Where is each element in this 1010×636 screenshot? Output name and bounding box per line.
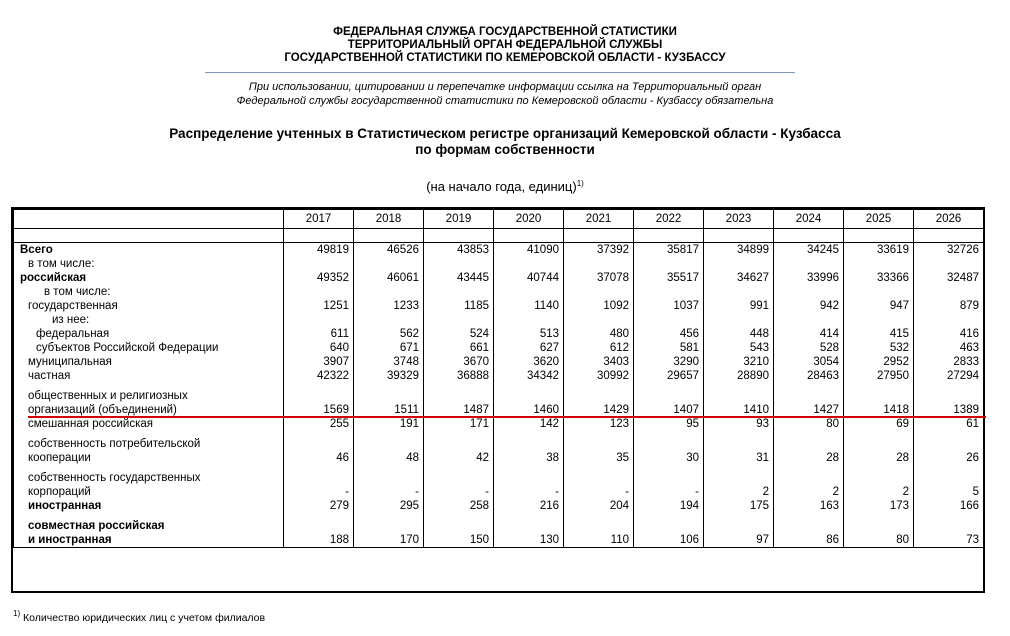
value-cell-2021: 204 (564, 499, 634, 513)
value-cell-2017 (284, 285, 354, 299)
value-cell-2022: 95 (634, 417, 704, 431)
value-cell-2026: 61 (914, 417, 984, 431)
row-label-line: общественных и религиозных (28, 390, 188, 402)
value-cell-2017: 49352 (284, 271, 354, 285)
value-cell-2018: 46061 (354, 271, 424, 285)
spacer-cell (844, 229, 914, 243)
value-cell-2022 (634, 285, 704, 299)
spacer-cell (14, 229, 284, 243)
value-cell-2019: 3670 (424, 355, 494, 369)
spacer-cell (284, 229, 354, 243)
table-row (14, 327, 984, 341)
value-cell-2021: - (564, 465, 634, 499)
table-row (14, 369, 984, 383)
value-cell-2022: 581 (634, 341, 704, 355)
value-cell-2025: 33366 (844, 271, 914, 285)
value-cell-2017: 640 (284, 341, 354, 355)
value-cell-2023: 448 (704, 327, 774, 341)
value-cell-2019 (424, 257, 494, 271)
title-line-2: по формам собственности (415, 142, 595, 157)
value-cell-2020: 627 (494, 341, 564, 355)
value-cell-2023: 34627 (704, 271, 774, 285)
row-label (14, 369, 284, 383)
value-cell-2024: 942 (774, 299, 844, 313)
value-cell-2019: 171 (424, 417, 494, 431)
year-header-2019: 2019 (424, 210, 494, 229)
value-cell-2022: 1037 (634, 299, 704, 313)
value-cell-2023: 93 (704, 417, 774, 431)
value-cell-2020 (494, 313, 564, 327)
value-cell-2022: - (634, 465, 704, 499)
value-cell-2026: 73 (914, 513, 984, 548)
value-cell-2018: 562 (354, 327, 424, 341)
year-header-2022: 2022 (634, 210, 704, 229)
value-cell-2021: 30992 (564, 369, 634, 383)
title-line-1: Распределение учтенных в Статистическом регистре организаций Кемеровской области - Кузбасса (169, 126, 841, 141)
year-header-2025: 2025 (844, 210, 914, 229)
value-cell-2025: 27950 (844, 369, 914, 383)
value-cell-2020: 34342 (494, 369, 564, 383)
year-header-row (14, 210, 984, 229)
spacer-cell (564, 229, 634, 243)
value-cell-2024: 163 (774, 499, 844, 513)
row-label (14, 355, 284, 369)
agency-line-2: ТЕРРИТОРИАЛЬНЫЙ ОРГАН ФЕДЕРАЛЬНОЙ СЛУЖБЫ (347, 39, 663, 51)
spacer-cell (494, 229, 564, 243)
ownership-table-frame (11, 207, 985, 593)
value-cell-2017 (284, 257, 354, 271)
value-cell-2021: 110 (564, 513, 634, 548)
value-cell-2026: 5 (914, 465, 984, 499)
value-cell-2018: 39329 (354, 369, 424, 383)
row-label-line: и иностранная (28, 534, 112, 546)
value-cell-2018: 295 (354, 499, 424, 513)
value-cell-2025: 69 (844, 417, 914, 431)
row-label-line: организаций (объединений) (28, 404, 177, 416)
value-cell-2022 (634, 257, 704, 271)
table-row (14, 299, 984, 313)
value-cell-2018: - (354, 465, 424, 499)
value-cell-2026: 166 (914, 499, 984, 513)
value-cell-2026: 2833 (914, 355, 984, 369)
value-cell-2017: 1251 (284, 299, 354, 313)
value-cell-2023: 991 (704, 299, 774, 313)
row-label-line: частная (28, 370, 71, 382)
table-row (14, 465, 984, 499)
value-cell-2026 (914, 285, 984, 299)
table-row (14, 383, 984, 417)
year-header-2020: 2020 (494, 210, 564, 229)
value-cell-2019: 524 (424, 327, 494, 341)
value-cell-2024: 414 (774, 327, 844, 341)
value-cell-2017: 42322 (284, 369, 354, 383)
row-label (14, 431, 284, 465)
value-cell-2021: 35 (564, 431, 634, 465)
value-cell-2019 (424, 313, 494, 327)
value-cell-2025: 173 (844, 499, 914, 513)
value-cell-2020: 130 (494, 513, 564, 548)
value-cell-2018: 671 (354, 341, 424, 355)
value-cell-2020 (494, 285, 564, 299)
value-cell-2024: 528 (774, 341, 844, 355)
value-cell-2017: - (284, 465, 354, 499)
red-underline-mark (28, 416, 986, 418)
row-label (14, 327, 284, 341)
spacer-cell (774, 229, 844, 243)
value-cell-2018 (354, 285, 424, 299)
row-label (14, 417, 284, 431)
spacer-cell (424, 229, 494, 243)
value-cell-2017: 49819 (284, 243, 354, 258)
value-cell-2017: 611 (284, 327, 354, 341)
value-cell-2017: 188 (284, 513, 354, 548)
row-label (14, 341, 284, 355)
value-cell-2025: 415 (844, 327, 914, 341)
value-cell-2021: 480 (564, 327, 634, 341)
value-cell-2021: 3403 (564, 355, 634, 369)
value-cell-2018: 48 (354, 431, 424, 465)
value-cell-2025: 532 (844, 341, 914, 355)
value-cell-2018: 1511 (354, 383, 424, 417)
value-cell-2023: 3210 (704, 355, 774, 369)
row-label (14, 257, 284, 271)
value-cell-2023: 97 (704, 513, 774, 548)
subtitle-text: (на начало года, единиц) (426, 179, 577, 194)
row-label-line: субъектов Российской Федерации (36, 342, 219, 354)
table-body (14, 229, 984, 548)
value-cell-2024: 2 (774, 465, 844, 499)
table-row (14, 355, 984, 369)
value-cell-2022: 194 (634, 499, 704, 513)
value-cell-2019: 150 (424, 513, 494, 548)
value-cell-2018: 170 (354, 513, 424, 548)
value-cell-2024: 1427 (774, 383, 844, 417)
value-cell-2026: 463 (914, 341, 984, 355)
value-cell-2020: 41090 (494, 243, 564, 258)
value-cell-2023 (704, 285, 774, 299)
value-cell-2022 (634, 313, 704, 327)
row-label-line: иностранная (28, 500, 102, 512)
value-cell-2024 (774, 257, 844, 271)
value-cell-2021: 123 (564, 417, 634, 431)
table-row (14, 285, 984, 299)
value-cell-2017: 279 (284, 499, 354, 513)
units-subtitle (0, 176, 1010, 195)
value-cell-2019: 36888 (424, 369, 494, 383)
value-cell-2022: 1407 (634, 383, 704, 417)
value-cell-2019: 42 (424, 431, 494, 465)
value-cell-2021 (564, 285, 634, 299)
value-cell-2020: 40744 (494, 271, 564, 285)
year-header-2017: 2017 (284, 210, 354, 229)
footnote-text: Количество юридических лиц с учетом филиалов (20, 612, 266, 624)
spacer-cell (354, 229, 424, 243)
value-cell-2023: 34899 (704, 243, 774, 258)
citation-notice (0, 80, 1010, 108)
value-cell-2025: 2952 (844, 355, 914, 369)
row-label (14, 383, 284, 417)
row-label (14, 285, 284, 299)
value-cell-2020: - (494, 465, 564, 499)
value-cell-2017: 3907 (284, 355, 354, 369)
value-cell-2026: 32487 (914, 271, 984, 285)
year-header-2024: 2024 (774, 210, 844, 229)
value-cell-2022: 29657 (634, 369, 704, 383)
value-cell-2025: 33619 (844, 243, 914, 258)
footnote (13, 609, 265, 624)
table-row (14, 513, 984, 548)
year-header-2018: 2018 (354, 210, 424, 229)
value-cell-2018: 1233 (354, 299, 424, 313)
table-row (14, 271, 984, 285)
spacer-cell (634, 229, 704, 243)
value-cell-2019: 1487 (424, 383, 494, 417)
value-cell-2023: 2 (704, 465, 774, 499)
value-cell-2022: 3290 (634, 355, 704, 369)
row-label (14, 271, 284, 285)
row-label (14, 513, 284, 548)
table-row (14, 243, 984, 258)
row-label-line: собственность потребительской (28, 438, 201, 450)
row-label-line: совместная российская (28, 520, 165, 532)
subtitle-footnote-mark: 1) (576, 179, 584, 188)
value-cell-2023: 28890 (704, 369, 774, 383)
row-label-line: собственность государственных (28, 472, 201, 484)
value-cell-2024: 34245 (774, 243, 844, 258)
year-header-2023: 2023 (704, 210, 774, 229)
value-cell-2026: 27294 (914, 369, 984, 383)
value-cell-2020: 216 (494, 499, 564, 513)
row-label-line: из нее: (52, 314, 90, 326)
value-cell-2020: 142 (494, 417, 564, 431)
value-cell-2026: 32726 (914, 243, 984, 258)
value-cell-2026: 1389 (914, 383, 984, 417)
value-cell-2020: 3620 (494, 355, 564, 369)
row-label-line: Всего (20, 244, 53, 256)
value-cell-2019: - (424, 465, 494, 499)
value-cell-2026: 879 (914, 299, 984, 313)
value-cell-2025: 947 (844, 299, 914, 313)
value-cell-2023: 31 (704, 431, 774, 465)
value-cell-2025: 1418 (844, 383, 914, 417)
value-cell-2022: 35817 (634, 243, 704, 258)
table-row (14, 499, 984, 513)
value-cell-2024: 28463 (774, 369, 844, 383)
value-cell-2025: 80 (844, 513, 914, 548)
value-cell-2024: 28 (774, 431, 844, 465)
row-label (14, 299, 284, 313)
value-cell-2019: 43853 (424, 243, 494, 258)
value-cell-2024 (774, 313, 844, 327)
value-cell-2022: 35517 (634, 271, 704, 285)
value-cell-2021 (564, 313, 634, 327)
value-cell-2017: 1569 (284, 383, 354, 417)
value-cell-2021: 612 (564, 341, 634, 355)
value-cell-2021: 37392 (564, 243, 634, 258)
row-label (14, 313, 284, 327)
value-cell-2017 (284, 313, 354, 327)
row-label-line: корпораций (28, 486, 91, 498)
value-cell-2025 (844, 257, 914, 271)
spacer-cell (914, 229, 984, 243)
value-cell-2019 (424, 285, 494, 299)
header-divider (205, 72, 795, 73)
value-cell-2024: 80 (774, 417, 844, 431)
row-label-line: российская (20, 272, 87, 284)
value-cell-2018 (354, 313, 424, 327)
value-cell-2026 (914, 313, 984, 327)
value-cell-2018: 46526 (354, 243, 424, 258)
value-cell-2021: 37078 (564, 271, 634, 285)
value-cell-2023 (704, 257, 774, 271)
value-cell-2022: 106 (634, 513, 704, 548)
value-cell-2020: 1140 (494, 299, 564, 313)
row-label-line: в том числе: (28, 258, 95, 270)
value-cell-2025: 28 (844, 431, 914, 465)
header-label-cell (14, 210, 284, 229)
value-cell-2017: 46 (284, 431, 354, 465)
value-cell-2019: 661 (424, 341, 494, 355)
value-cell-2019: 43445 (424, 271, 494, 285)
row-label-line: в том числе: (44, 286, 111, 298)
value-cell-2026 (914, 257, 984, 271)
value-cell-2026: 26 (914, 431, 984, 465)
table-row (14, 257, 984, 271)
row-label (14, 243, 284, 258)
spacer-row (14, 229, 984, 243)
value-cell-2022: 456 (634, 327, 704, 341)
year-header-2026: 2026 (914, 210, 984, 229)
ownership-table (13, 209, 984, 548)
agency-header (0, 26, 1010, 65)
value-cell-2025 (844, 285, 914, 299)
value-cell-2022: 30 (634, 431, 704, 465)
value-cell-2025 (844, 313, 914, 327)
value-cell-2021 (564, 257, 634, 271)
row-label-line: государственная (28, 300, 118, 312)
value-cell-2020 (494, 257, 564, 271)
value-cell-2021: 1092 (564, 299, 634, 313)
value-cell-2023: 1410 (704, 383, 774, 417)
row-label-line: смешанная российская (28, 418, 153, 430)
footnote-mark: 1) (13, 609, 21, 618)
value-cell-2023: 543 (704, 341, 774, 355)
row-label (14, 465, 284, 499)
spacer-cell (704, 229, 774, 243)
row-label-line: кооперации (28, 452, 91, 464)
agency-line-1: ФЕДЕРАЛЬНАЯ СЛУЖБА ГОСУДАРСТВЕННОЙ СТАТИСТИКИ (333, 26, 677, 38)
value-cell-2018 (354, 257, 424, 271)
table-row (14, 341, 984, 355)
year-header-2021: 2021 (564, 210, 634, 229)
value-cell-2023: 175 (704, 499, 774, 513)
value-cell-2025: 2 (844, 465, 914, 499)
value-cell-2020: 513 (494, 327, 564, 341)
value-cell-2026: 416 (914, 327, 984, 341)
row-label-line: федеральная (36, 328, 110, 340)
value-cell-2017: 255 (284, 417, 354, 431)
value-cell-2024: 86 (774, 513, 844, 548)
row-label-line: муниципальная (28, 356, 112, 368)
value-cell-2024 (774, 285, 844, 299)
value-cell-2024: 33996 (774, 271, 844, 285)
table-row (14, 313, 984, 327)
agency-line-3: ГОСУДАРСТВЕННОЙ СТАТИСТИКИ ПО КЕМЕРОВСКОЙ ОБЛАСТИ - КУЗБАССУ (284, 52, 726, 64)
table-row (14, 417, 984, 431)
value-cell-2020: 1460 (494, 383, 564, 417)
table-row (14, 431, 984, 465)
notice-line-2: Федеральной службы государственной статистики по Кемеровской области - Кузбассу обязательна (236, 95, 774, 107)
document-title (0, 126, 1010, 158)
value-cell-2019: 258 (424, 499, 494, 513)
value-cell-2019: 1185 (424, 299, 494, 313)
value-cell-2018: 191 (354, 417, 424, 431)
value-cell-2021: 1429 (564, 383, 634, 417)
value-cell-2020: 38 (494, 431, 564, 465)
value-cell-2018: 3748 (354, 355, 424, 369)
notice-line-1: При использовании, цитировании и перепечатке информации ссылка на Территориальный орган (248, 81, 762, 93)
value-cell-2023 (704, 313, 774, 327)
row-label (14, 499, 284, 513)
value-cell-2024: 3054 (774, 355, 844, 369)
